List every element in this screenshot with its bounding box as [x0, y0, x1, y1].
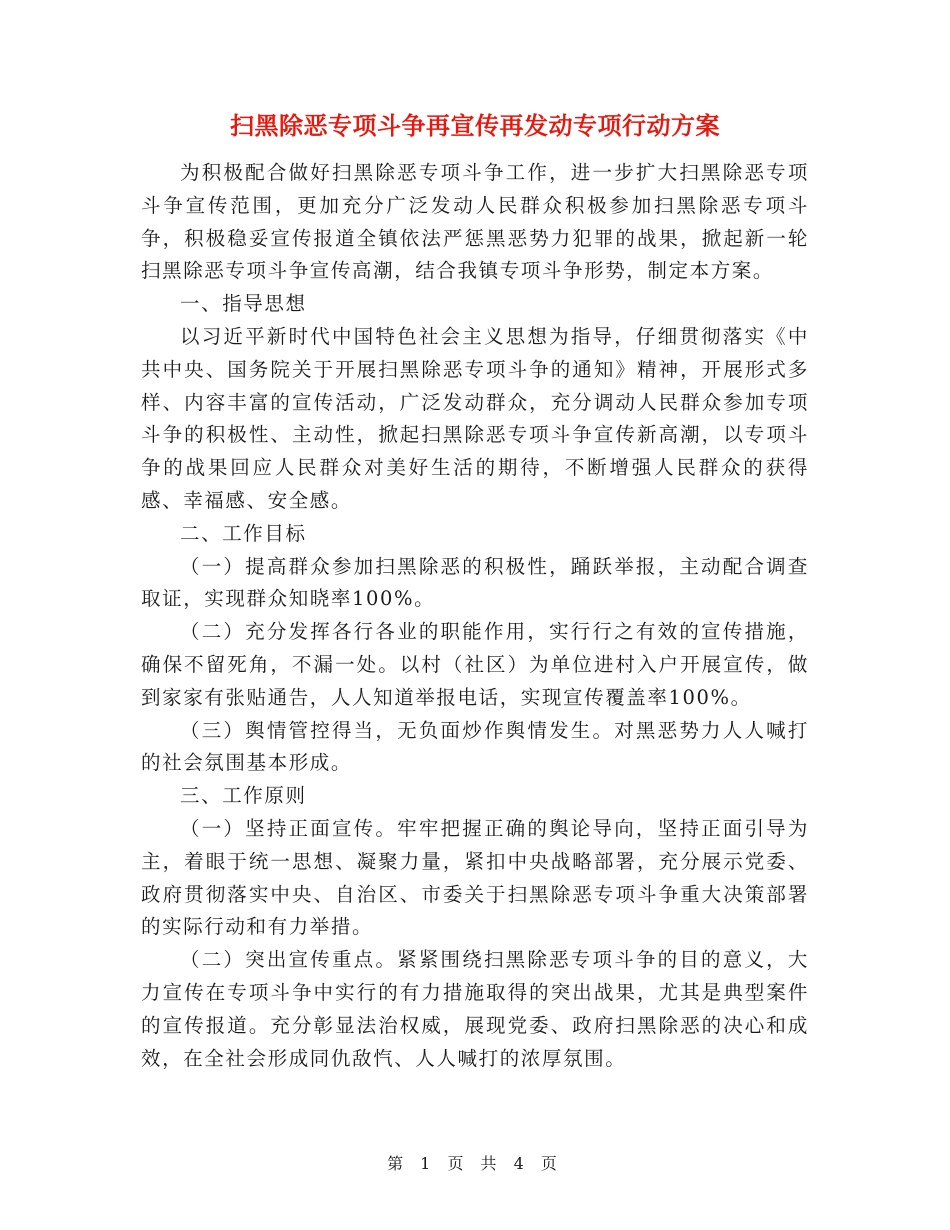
section-heading-work-goals: 二、工作目标 — [180, 521, 307, 545]
document-title: 扫黑除恶专项斗争再宣传再发动专项行动方案 — [230, 111, 720, 140]
paragraph-principle-2: （二）突出宣传重点。紧紧围绕扫黑除恶专项斗争的目的意义，大力宣传在专项斗争中实行的有力措施取得的突出战果，尤其是典型案件的宣传报道。充分彰显法治权威，展现党委、政府扫黑除恶的决心和成效，在全社会形成同仇敌忾、人人喊打的浓厚氛围。 — [141, 948, 809, 1070]
paragraph-guiding-thought: 以习近平新时代中国特色社会主义思想为指导，仔细贯彻落实《中共中央、国务院关于开展扫黑除恶专项斗争的通知》精神，开展形式多样、内容丰富的宣传活动，广泛发动群众，充分调动人民群众参加专项斗争的积极性、主动性，掀起扫黑除恶专项斗争宣传新高潮，以专项斗争的战果回应人民群众对美好生活的期待，不断增强人民群众的获得感、幸福感、安全感。 — [141, 324, 809, 512]
document-body — [141, 157, 809, 1075]
paragraph-goal-3: （三）舆情管控得当，无负面炒作舆情发生。对黑恶势力人人喊打的社会氛围基本形成。 — [141, 718, 809, 775]
page-footer: 第 1 页 共 4 页 — [387, 1154, 563, 1173]
paragraph-principle-1: （一）坚持正面宣传。牢牢把握正确的舆论导向，坚持正面引导为主，着眼于统一思想、凝聚力量，紧扣中央战略部署，充分展示党委、政府贯彻落实中央、自治区、市委关于扫黑除恶专项斗争重大决策部署的实际行动和有力举措。 — [141, 816, 809, 939]
paragraph-intro: 为积极配合做好扫黑除恶专项斗争工作，进一步扩大扫黑除恶专项斗争宣传范围，更加充分广泛发动人民群众积极参加扫黑除恶专项斗争，积极稳妥宣传报道全镇依法严惩黑恶势力犯罪的战果，掀起新一轮扫黑除恶专项斗争宣传高潮，结合我镇专项斗争形势，制定本方案。 — [141, 161, 809, 283]
section-heading-work-principles: 三、工作原则 — [180, 784, 307, 808]
paragraph-goal-1: （一）提高群众参加扫黑除恶的积极性，踊跃举报，主动配合调查取证，实现群众知晓率100%。 — [141, 554, 809, 611]
section-heading-guiding-thought: 一、指导思想 — [180, 292, 307, 316]
paragraph-goal-2: （二）充分发挥各行各业的职能作用，实行行之有效的宣传措施，确保不留死角，不漏一处。以村（社区）为单位进村入户开展宣传，做到家家有张贴通告，人人知道举报电话，实现宣传覆盖率100%。 — [141, 620, 809, 709]
